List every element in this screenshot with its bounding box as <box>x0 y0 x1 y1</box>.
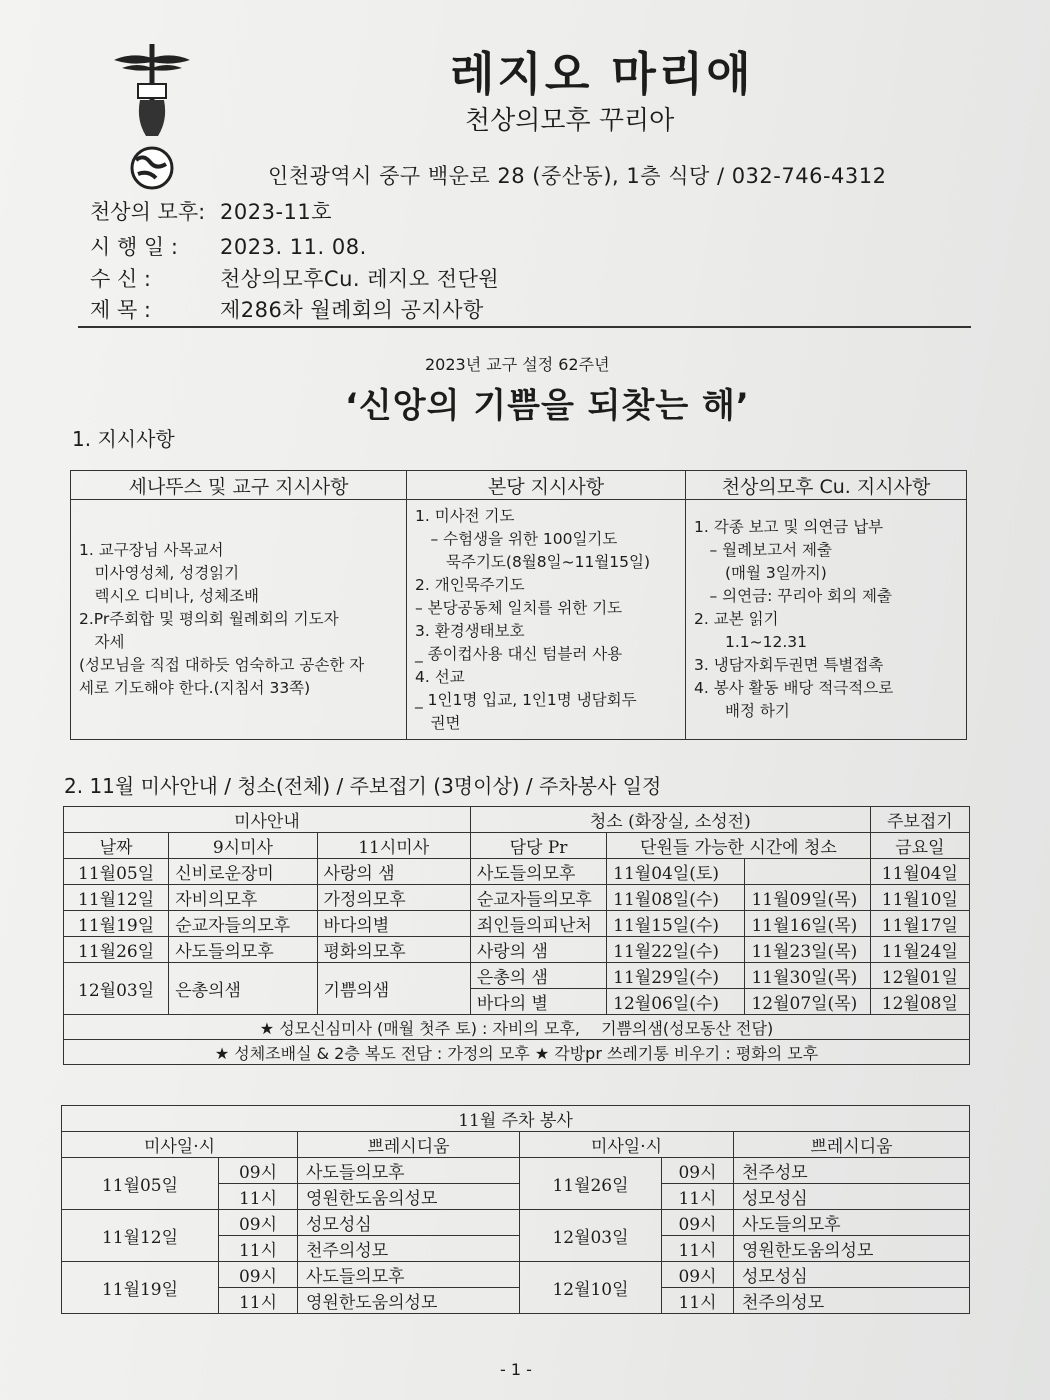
group-cleaning: 청소 (화장실, 소성전) <box>470 807 870 833</box>
parking-hour: 11시 <box>662 1236 734 1262</box>
page-number: - 1 - <box>500 1360 532 1379</box>
parking-hour: 11시 <box>219 1288 298 1314</box>
cell-date: 11월12일 <box>64 885 169 911</box>
directive-line: 1. 미사전 기도 <box>415 506 515 525</box>
cell-pr: 죄인들의피난처 <box>470 911 606 937</box>
directive-line: 4. 봉사 활동 배당 적극적으로 <box>694 679 894 697</box>
header-divider <box>78 326 971 328</box>
parking-praesidium: 영원한도움의성모 <box>298 1288 520 1314</box>
table-row <box>64 937 970 963</box>
group-mass: 미사안내 <box>64 807 471 833</box>
cell-pr: 사도들의모후 <box>470 859 606 885</box>
cell-date: 11월05일 <box>64 859 169 885</box>
parking-hour: 09시 <box>662 1210 734 1236</box>
directives-parish <box>407 500 686 740</box>
cell-9am: 신비로운장미 <box>169 859 317 885</box>
section2-heading: 2. 11월 미사안내 / 청소(전체) / 주보접기 (3명이상) / 주차봉사 일정 <box>64 774 662 798</box>
directive-line: _ 1인1명 입교, 1인1명 냉담회두 <box>415 690 637 709</box>
directives-header-senatus: 세나뚜스 및 교구 지시사항 <box>71 471 407 500</box>
table-row <box>62 1210 970 1236</box>
parking-hour: 09시 <box>219 1262 298 1288</box>
col-cleaning-time: 단원들 가능한 시간에 청소 <box>607 833 871 859</box>
cell-pr: 은총의 샘 <box>470 963 606 989</box>
cell-clean-1: 11월08일(수) <box>607 885 745 911</box>
cell-clean-2: 11월09일(목) <box>745 885 870 911</box>
meta-value: 제286차 월례회의 공지사항 <box>220 298 484 322</box>
cell-11am: 사랑의 샘 <box>317 859 470 885</box>
directives-table <box>70 470 967 740</box>
parking-praesidium: 천주의성모 <box>298 1236 520 1262</box>
cell-9am: 자비의모후 <box>169 885 317 911</box>
col-friday: 금요일 <box>870 833 969 859</box>
directive-line: 1. 교구장님 사목교서 <box>79 541 224 559</box>
cell-11am: 바다의별 <box>317 911 470 937</box>
parking-table <box>61 1105 970 1314</box>
table-row <box>64 885 970 911</box>
cell-friday: 12월08일 <box>870 989 969 1015</box>
cell-clean-2: 12월07일(목) <box>745 989 870 1015</box>
col-date: 날짜 <box>64 833 169 859</box>
cell-friday: 11월04일 <box>870 859 969 885</box>
table-row <box>64 963 970 989</box>
parking-col-praesidium: 쁘레시디움 <box>298 1132 520 1158</box>
directive-line: 1. 각종 보고 및 의연금 납부 <box>694 518 884 536</box>
directive-line: – 의연금: 꾸리아 회의 제출 <box>694 587 892 605</box>
directive-line: 2.Pr주회합 및 평의회 월례회의 기도자 <box>79 610 339 628</box>
meta-key: 제 목 : <box>90 298 151 322</box>
col-pr: 담당 Pr <box>470 833 606 859</box>
directive-line: – 월례보고서 제출 <box>694 541 832 559</box>
cell-clean-1: 11월22일(수) <box>607 937 745 963</box>
mass-schedule-table <box>63 806 970 1065</box>
parking-hour: 11시 <box>662 1288 734 1314</box>
directive-line: – 수험생을 위한 100일기도 <box>415 529 618 548</box>
parking-praesidium: 영원한도움의성모 <box>734 1236 970 1262</box>
cell-friday: 11월17일 <box>870 911 969 937</box>
year-slogan: ‘신앙의 기쁨을 되찾는 해’ <box>345 386 750 426</box>
cell-9am: 순교자들의모후 <box>169 911 317 937</box>
parking-date: 11월19일 <box>62 1262 219 1314</box>
directive-line: 렉시오 디비나, 성체조배 <box>79 587 260 605</box>
meta-date <box>90 231 367 261</box>
cell-clean-1: 12월06일(수) <box>607 989 745 1015</box>
cell-11am: 평화의모후 <box>317 937 470 963</box>
parking-date: 11월12일 <box>62 1210 219 1262</box>
parking-praesidium: 사도들의모후 <box>298 1262 520 1288</box>
directive-line: (매월 3일까지) <box>694 564 827 582</box>
year-line: 2023년 교구 설정 62주년 <box>425 355 610 374</box>
note-mass: ★ 성모신심미사 (매월 첫주 토) : 자비의 모후, 기쁨의샘(성모동산 전담) <box>64 1015 970 1040</box>
cell-pr: 사랑의 샘 <box>470 937 606 963</box>
col-9am: 9시미사 <box>169 833 317 859</box>
meta-recipient <box>90 263 499 293</box>
meta-value: 2023. 11. 08. <box>220 235 367 259</box>
cell-clean-2: 11월30일(목) <box>745 963 870 989</box>
cell-date: 11월26일 <box>64 937 169 963</box>
cell-11am: 가정의모후 <box>317 885 470 911</box>
meta-key: 천상의 모후: <box>90 200 206 224</box>
table-row <box>62 1158 970 1184</box>
parking-date: 11월26일 <box>520 1158 662 1210</box>
cell-clean-1: 11월29일(수) <box>607 963 745 989</box>
directive-line: 3. 환경생태보호 <box>415 621 525 640</box>
parking-hour: 09시 <box>219 1210 298 1236</box>
parking-hour: 09시 <box>219 1158 298 1184</box>
meta-value: 2023-11호 <box>220 200 333 224</box>
parking-praesidium: 성모성심 <box>734 1262 970 1288</box>
cell-clean-2 <box>745 859 870 885</box>
meta-key: 수 신 : <box>90 267 151 291</box>
parking-praesidium: 사도들의모후 <box>298 1158 520 1184</box>
directives-senatus <box>71 500 407 740</box>
cell-9am: 사도들의모후 <box>169 937 317 963</box>
directive-line: 미사영성체, 성경읽기 <box>79 564 240 582</box>
parking-col-praesidium: 쁘레시디움 <box>734 1132 970 1158</box>
table-row <box>64 911 970 937</box>
parking-hour: 11시 <box>219 1184 298 1210</box>
cell-11am: 기쁨의샘 <box>317 963 470 1015</box>
parking-date: 11월05일 <box>62 1158 219 1210</box>
org-subtitle: 천상의모후 꾸리아 <box>465 106 675 136</box>
org-address: 인천광역시 중구 백운로 28 (중산동), 1층 식당 / 032-746-4312 <box>268 164 887 188</box>
section1-heading: 1. 지시사항 <box>72 427 175 451</box>
cell-9am: 은총의샘 <box>169 963 317 1015</box>
org-title: 레지오 마리애 <box>450 47 754 101</box>
directive-line: _ 종이컵사용 대신 텀블러 사용 <box>415 644 623 663</box>
cell-date: 11월19일 <box>64 911 169 937</box>
cell-pr: 순교자들의모후 <box>470 885 606 911</box>
directive-line: 묵주기도(8월8일~11월15일) <box>415 552 651 571</box>
parking-praesidium: 영원한도움의성모 <box>298 1184 520 1210</box>
directive-line: 자세 <box>79 633 125 651</box>
cell-date: 12월03일 <box>64 963 169 1015</box>
directives-curia <box>686 500 967 740</box>
cell-friday: 11월24일 <box>870 937 969 963</box>
parking-hour: 11시 <box>219 1236 298 1262</box>
directive-line: – 본당공동체 일치를 위한 기도 <box>415 598 623 617</box>
col-11am: 11시미사 <box>317 833 470 859</box>
cell-friday: 12월01일 <box>870 963 969 989</box>
table-row <box>64 859 970 885</box>
table-row <box>62 1262 970 1288</box>
parking-praesidium: 천주성모 <box>734 1158 970 1184</box>
directives-header-parish: 본당 지시사항 <box>407 471 686 500</box>
legion-emblem-icon <box>112 40 192 190</box>
directive-line: 권면 <box>415 713 461 732</box>
parking-col-time: 미사일·시 <box>520 1132 734 1158</box>
meta-key: 시 행 일 : <box>90 235 178 259</box>
cell-clean-1: 11월04일(토) <box>607 859 745 885</box>
cell-clean-1: 11월15일(수) <box>607 911 745 937</box>
directive-line: 4. 선교 <box>415 667 465 686</box>
meta-issue <box>90 196 332 226</box>
note-duties: ★ 성체조배실 & 2층 복도 전담 : 가정의 모후 ★ 각방pr 쓰레기통 비우기 : 평화의 모후 <box>64 1040 970 1065</box>
parking-hour: 09시 <box>662 1262 734 1288</box>
parking-hour: 11시 <box>662 1184 734 1210</box>
directive-line: 1.1~12.31 <box>694 633 808 651</box>
directive-line: (성모님을 직접 대하듯 엄숙하고 공손한 자 <box>79 656 365 674</box>
cell-pr: 바다의 별 <box>470 989 606 1015</box>
directive-line: 2. 개인묵주기도 <box>415 575 525 594</box>
parking-praesidium: 천주의성모 <box>734 1288 970 1314</box>
parking-hour: 09시 <box>662 1158 734 1184</box>
group-bulletin: 주보접기 <box>870 807 969 833</box>
meta-subject <box>90 294 484 324</box>
directive-line: 세로 기도해야 한다.(지침서 33쪽) <box>79 679 311 697</box>
cell-clean-2: 11월16일(목) <box>745 911 870 937</box>
cell-clean-2: 11월23일(목) <box>745 937 870 963</box>
cell-friday: 11월10일 <box>870 885 969 911</box>
directives-header-curia: 천상의모후 Cu. 지시사항 <box>686 471 967 500</box>
directive-line: 2. 교본 읽기 <box>694 610 779 628</box>
parking-title: 11월 주차 봉사 <box>62 1106 970 1132</box>
parking-date: 12월10일 <box>520 1262 662 1314</box>
parking-praesidium: 사도들의모후 <box>734 1210 970 1236</box>
directive-line: 배정 하기 <box>694 702 790 720</box>
parking-date: 12월03일 <box>520 1210 662 1262</box>
parking-praesidium: 성모성심 <box>298 1210 520 1236</box>
parking-praesidium: 성모성심 <box>734 1184 970 1210</box>
parking-col-time: 미사일·시 <box>62 1132 298 1158</box>
meta-value: 천상의모후Cu. 레지오 전단원 <box>220 267 500 291</box>
directive-line: 3. 냉담자회두권면 특별접촉 <box>694 656 884 674</box>
